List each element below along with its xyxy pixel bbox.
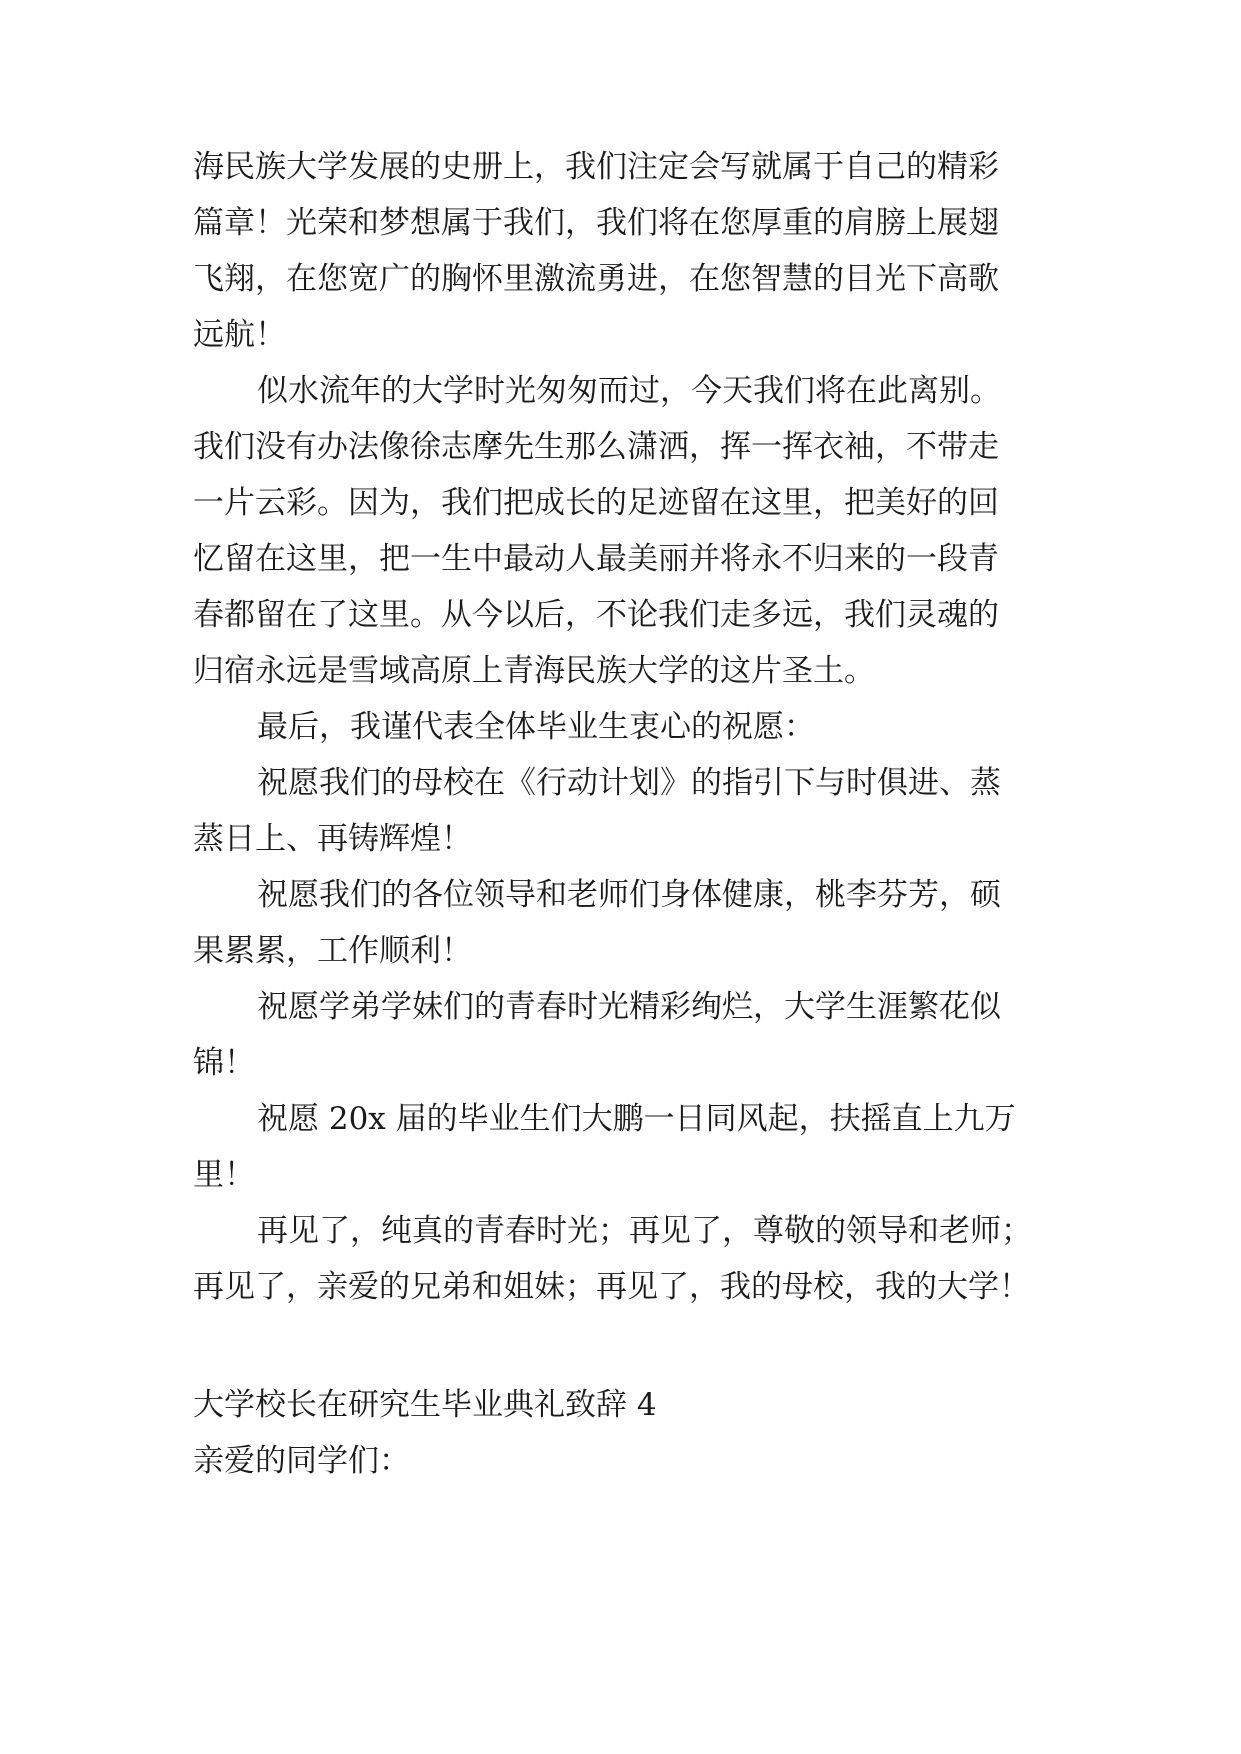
paragraph-5-line-1: 祝愿我们的各位领导和老师们身体健康，桃李芬芳，硕 [257, 877, 1001, 913]
paragraph-2-line-6: 归宿永远是雪域高原上青海民族大学的这片圣土。 [193, 653, 875, 689]
salutation: 亲爱的同学们： [193, 1443, 410, 1479]
paragraph-2-line-1: 似水流年的大学时光匆匆而过，今天我们将在此离别。 [257, 373, 1001, 409]
paragraph-6-line-2: 锦！ [193, 1045, 255, 1081]
paragraph-3-line-1: 最后，我谨代表全体毕业生衷心的祝愿： [257, 709, 815, 745]
paragraph-6-line-1: 祝愿学弟学妹们的青春时光精彩绚烂，大学生涯繁花似 [257, 989, 1001, 1025]
paragraph-4-line-2: 蒸日上、再铸辉煌！ [193, 821, 472, 857]
section-title: 大学校长在研究生毕业典礼致辞 4 [193, 1387, 657, 1423]
paragraph-1-line-3: 飞翔，在您宽广的胸怀里激流勇进，在您智慧的目光下高歌 [193, 261, 999, 297]
paragraph-8-line-2: 再见了，亲爱的兄弟和姐妹；再见了，我的母校，我的大学！ [193, 1269, 1030, 1305]
paragraph-7-line-1: 祝愿 20x 届的毕业生们大鹏一日同风起，扶摇直上九万 [257, 1101, 1016, 1137]
paragraph-1-line-2: 篇章！光荣和梦想属于我们，我们将在您厚重的肩膀上展翅 [193, 205, 999, 241]
paragraph-7-line-2: 里！ [193, 1157, 255, 1193]
paragraph-2-line-3: 一片云彩。因为，我们把成长的足迹留在这里，把美好的回 [193, 485, 999, 521]
paragraph-8-line-1: 再见了，纯真的青春时光；再见了，尊敬的领导和老师； [257, 1213, 1032, 1249]
paragraph-5-line-2: 果累累，工作顺利！ [193, 933, 472, 969]
paragraph-2-line-2: 我们没有办法像徐志摩先生那么潇洒，挥一挥衣袖，不带走 [193, 429, 999, 465]
paragraph-2-line-4: 忆留在这里，把一生中最动人最美丽并将永不归来的一段青 [193, 541, 999, 577]
paragraph-1-line-4: 远航！ [193, 317, 286, 353]
paragraph-2-line-5: 春都留在了这里。从今以后，不论我们走多远，我们灵魂的 [193, 597, 999, 633]
paragraph-4-line-1: 祝愿我们的母校在《行动计划》的指引下与时俱进、蒸 [257, 765, 1001, 801]
paragraph-1-line-1: 海民族大学发展的史册上，我们注定会写就属于自己的精彩 [193, 149, 999, 185]
